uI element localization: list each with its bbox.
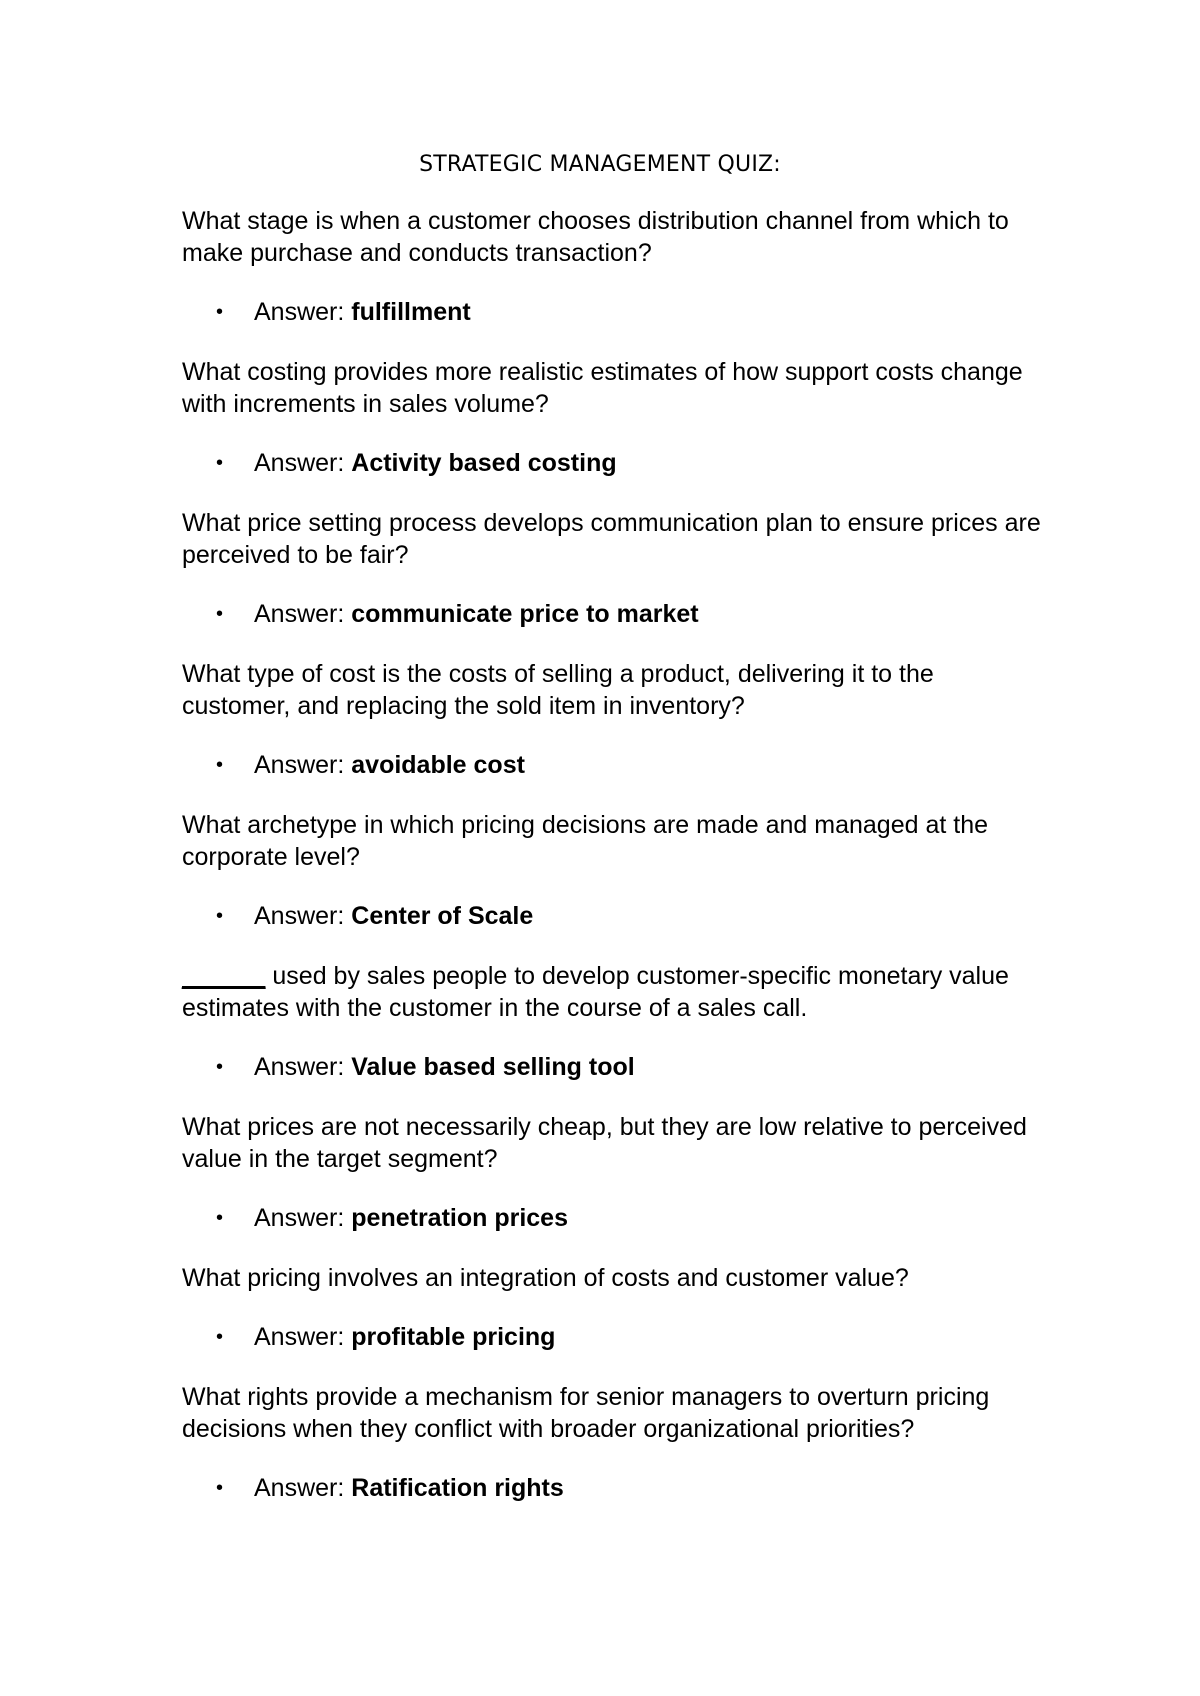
answer-value: avoidable cost: [351, 751, 525, 779]
answer-label: Answer:: [254, 902, 345, 930]
answer-value: profitable pricing: [351, 1323, 556, 1351]
question-4: What type of cost is the costs of selling a product, delivering it to the customer, and replacing the sold item in inventory?: [182, 660, 934, 720]
answer-value: Activity based costing: [351, 449, 617, 477]
bullet-icon: •: [216, 301, 224, 323]
answer-7: [182, 1202, 1042, 1234]
answer-label: Answer:: [254, 449, 345, 477]
bullet-icon: •: [216, 1326, 224, 1348]
question-1: What stage is when a customer chooses distribution channel from which to make purchase and conducts transaction?: [182, 207, 1009, 267]
quiz-content: [182, 205, 1042, 1504]
answer-5: [182, 900, 1042, 932]
answer-value: Center of Scale: [351, 902, 534, 930]
answer-label: Answer:: [254, 751, 345, 779]
answer-value: Value based selling tool: [351, 1053, 635, 1081]
document-title: STRATEGIC MANAGEMENT QUIZ:: [419, 152, 781, 177]
question-7: What prices are not necessarily cheap, but they are low relative to perceived value in the target segment?: [182, 1113, 1027, 1173]
question-8: What pricing involves an integration of costs and customer value?: [182, 1264, 909, 1292]
answer-label: Answer:: [254, 1323, 345, 1351]
answer-value: penetration prices: [351, 1204, 568, 1232]
question-9: What rights provide a mechanism for senior managers to overturn pricing decisions when they conflict with broader organizational priorities?: [182, 1383, 990, 1443]
answer-label: Answer:: [254, 1474, 345, 1502]
answer-9: [182, 1472, 1042, 1504]
answer-label: Answer:: [254, 1204, 345, 1232]
question-5: What archetype in which pricing decisions are made and managed at the corporate level?: [182, 811, 989, 871]
question-3: What price setting process develops communication plan to ensure prices are perceived to be fair?: [182, 509, 1041, 569]
bullet-icon: •: [216, 1056, 224, 1078]
bullet-icon: •: [216, 754, 224, 776]
question-6: [182, 960, 1042, 1024]
question-2: What costing provides more realistic estimates of how support costs change with increments in sales volume?: [182, 358, 1023, 418]
bullet-icon: •: [216, 905, 224, 927]
answer-1: [182, 296, 1042, 328]
bullet-icon: •: [216, 1477, 224, 1499]
answer-label: Answer:: [254, 298, 345, 326]
bullet-icon: •: [216, 1207, 224, 1229]
answer-3: [182, 598, 1042, 630]
answer-6: [182, 1051, 1042, 1083]
answer-4: [182, 749, 1042, 781]
bullet-icon: •: [216, 603, 224, 625]
answer-value: fulfillment: [351, 298, 471, 326]
answer-8: [182, 1321, 1042, 1353]
question-6-text: used by sales people to develop customer-specific monetary value estimates with the customer in the course of a sales call.: [182, 962, 1009, 1022]
bullet-icon: •: [216, 452, 224, 474]
answer-value: Ratification rights: [351, 1474, 564, 1502]
fill-in-blank: ______: [182, 962, 266, 990]
answer-label: Answer:: [254, 1053, 345, 1081]
answer-2: [182, 447, 1042, 479]
answer-label: Answer:: [254, 600, 345, 628]
answer-value: communicate price to market: [351, 600, 699, 628]
